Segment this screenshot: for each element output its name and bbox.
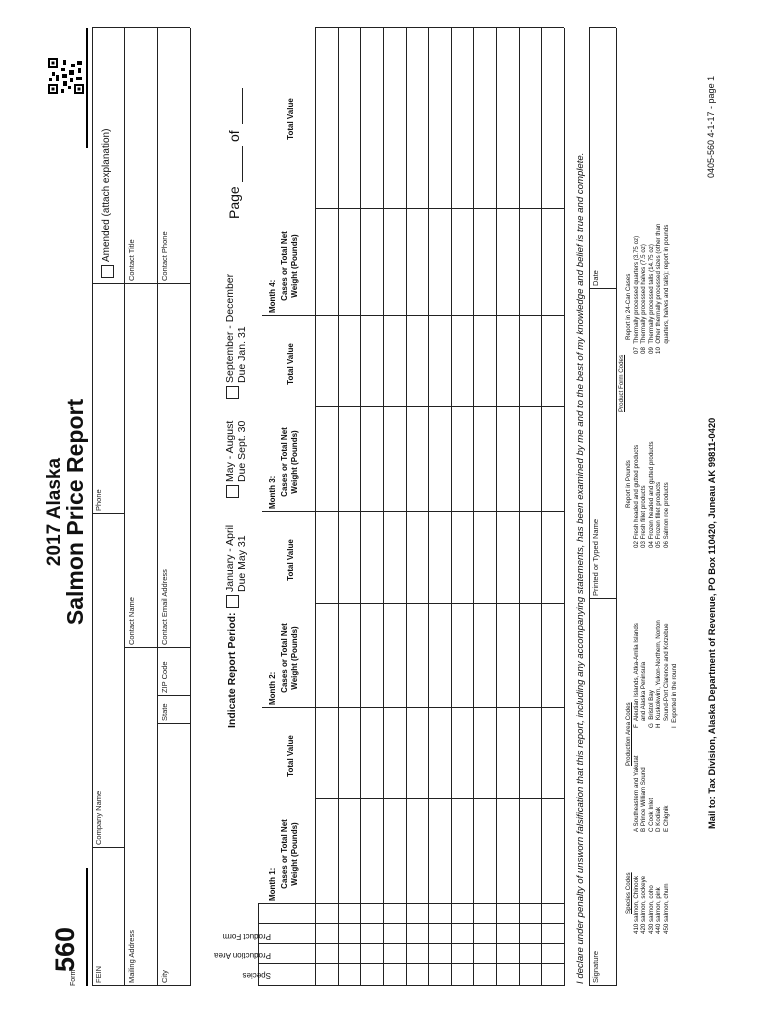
month-3-label: Month 3:	[268, 475, 277, 509]
month-3-cases-line1: Cases or Total Net	[280, 427, 289, 497]
table-row-line	[338, 28, 339, 986]
area-code-item: Sound-Port Clarence and Kotzebue	[662, 623, 670, 728]
info-box-top	[92, 28, 93, 986]
code-column-line	[258, 943, 564, 944]
period-jan-apr-checkbox[interactable]	[226, 595, 239, 608]
product-form-item: 05 Frozen fillet products	[655, 481, 663, 548]
value-column-line	[315, 707, 564, 708]
info-box-bottom	[190, 28, 191, 986]
table-row-line	[383, 28, 384, 986]
species-code-item: 430 salmon, coho	[647, 885, 655, 934]
month-2-cases-line2: Weight (Pounds)	[289, 626, 299, 690]
area-code-item: D Kodiak	[655, 806, 663, 832]
value-column-line	[315, 208, 564, 209]
product-form-item: quarters, halves and talls); report in pounds	[662, 224, 670, 354]
area-code-item: F Aleutian Islands, Atka-Amlia Islands	[632, 623, 640, 728]
code-column-line	[258, 963, 564, 964]
month-1-value-header: Total Value	[286, 735, 295, 777]
period-sep-dec-line2: Due Jan. 31	[236, 326, 248, 383]
area-code-item: G Bristol Bay	[647, 690, 655, 728]
month-2-value-header: Total Value	[286, 539, 295, 581]
printed-name-label: Printed or Typed Name	[591, 519, 600, 596]
species-code-item: 450 salmon, chum	[662, 883, 670, 934]
state-label: State	[160, 703, 169, 721]
product-form-item: 08 Thermally processed halves (7.5 oz)	[640, 244, 648, 354]
month-3-cases-header	[280, 412, 299, 512]
species-code-item: 440 salmon, pink	[655, 887, 663, 934]
species-codes-legend	[625, 872, 671, 934]
info-divider-fein	[92, 847, 124, 848]
area-code-item: E Chignik	[662, 805, 670, 832]
area-code-item: A Southeastern and Yakutat	[632, 755, 640, 832]
production-area-codes-col1	[633, 756, 671, 832]
area-code-item: and Alaska Peninsula	[640, 661, 648, 728]
form-id: 0405-560 4-1-17 - page 1	[706, 75, 716, 178]
value-column-line	[315, 903, 564, 904]
month-4-cases-line2: Weight (Pounds)	[289, 234, 299, 298]
contact-email-label: Contact Email Address	[160, 569, 169, 645]
amended-checkbox[interactable]	[101, 265, 114, 278]
contact-phone-label: Contact Phone	[160, 231, 169, 281]
info-divider-state	[157, 723, 190, 724]
signature-label: Signature	[591, 950, 600, 983]
mail-to-address: Mail to: Tax Division, Alaska Department of Revenue, PO Box 110420, Juneau AK 99811-0420	[706, 417, 717, 829]
product-form-pounds-list	[625, 441, 671, 548]
info-row-line-2	[157, 28, 158, 986]
month-1-label: Month 1:	[268, 867, 277, 901]
zip-code-label: ZIP Code	[160, 661, 169, 693]
header-rule-right	[86, 28, 88, 148]
species-header: Species	[242, 971, 271, 980]
date-label: Date	[591, 270, 600, 286]
table-row-line	[451, 28, 452, 986]
value-column-line	[315, 511, 564, 512]
product-form-item: 10 Other thermally processed sizes (other than	[655, 223, 663, 354]
signature-row-right	[589, 27, 616, 28]
month-2-cases-header	[280, 608, 299, 708]
species-code-item: 410 salmon, Chinook	[632, 875, 640, 934]
table-row-line	[541, 28, 542, 986]
production-area-codes-col2	[633, 620, 679, 728]
form-word: Form	[70, 969, 77, 986]
form-title: Salmon Price Report	[62, 398, 88, 626]
table-row-line	[406, 28, 407, 986]
table-row-line	[496, 28, 497, 986]
month-1-cases-header	[280, 804, 299, 904]
contact-name-label: Contact Name	[127, 597, 136, 645]
info-divider-mid	[124, 647, 190, 648]
production-area-codes-title: Production Area Codes	[625, 702, 632, 766]
area-code-item: I Exported in the round	[670, 663, 678, 728]
info-box-left	[92, 985, 190, 986]
page-of-label: of	[226, 130, 242, 142]
form-number: 560	[50, 926, 80, 972]
product-form-item: 07 Thermally processed quarters (3.75 oz)	[632, 235, 640, 354]
cases-title: Report in 24-Can Cases	[625, 273, 632, 340]
info-divider-phone	[92, 513, 124, 514]
amended-label: Amended (attach explanation)	[101, 128, 112, 262]
table-row-line	[360, 28, 361, 986]
value-column-line	[315, 406, 564, 407]
page-total-line	[242, 88, 243, 124]
production-area-header: Production Area	[214, 951, 271, 960]
month-1-cases-line2: Weight (Pounds)	[289, 822, 299, 886]
period-sep-dec-checkbox[interactable]	[226, 386, 239, 399]
table-row-line	[564, 28, 565, 986]
phone-label: Phone	[94, 489, 103, 511]
signature-row-divider-2	[589, 288, 616, 289]
qr-code-icon	[48, 58, 84, 94]
product-form-item: 03 Fresh fillet products	[640, 485, 648, 548]
contact-title-label: Contact Title	[127, 239, 136, 281]
signature-row-top	[589, 28, 590, 986]
info-divider-zip	[157, 695, 190, 696]
species-codes-title: Species Codes	[625, 872, 632, 914]
declaration-text: I declare under penalty of unsworn falsification that this report, including any accompanying statements, has been examined by me and to the best of my knowledge and belief is true and complete.	[575, 152, 586, 984]
info-row-line-1	[124, 28, 125, 986]
value-column-line	[315, 603, 564, 604]
table-row-line	[428, 28, 429, 986]
code-column-line	[258, 985, 564, 986]
product-form-item: 06 Salmon roe products	[662, 482, 670, 548]
product-form-item: 09 Thermally processed talls (14.75 oz)	[647, 244, 655, 354]
table-row-line	[519, 28, 520, 986]
page-number-line	[242, 146, 243, 182]
month-3-cases-line2: Weight (Pounds)	[289, 430, 299, 494]
month-4-value-header: Total Value	[286, 98, 295, 140]
month-4-cases-line1: Cases or Total Net	[280, 231, 289, 301]
page-label: Page	[226, 186, 242, 219]
period-jan-apr-line2: Due May 31	[236, 535, 248, 592]
product-form-item: 02 Fresh headed and gutted products	[632, 444, 640, 548]
period-sep-dec-line1: September - December	[224, 273, 236, 383]
period-jan-apr-line1: January - April	[224, 524, 236, 592]
code-column-line	[258, 923, 564, 924]
fein-label: FEIN	[94, 965, 103, 983]
product-form-cases-list	[625, 224, 671, 354]
mailing-address-label: Mailing Address	[127, 930, 136, 983]
area-code-item: H Kuskokwim, Yukon-Northern, Norton	[655, 620, 663, 728]
info-box-right	[92, 27, 190, 28]
info-divider-right	[92, 283, 190, 284]
month-4-cases-header	[280, 216, 299, 316]
value-column-line	[315, 27, 564, 28]
signature-row-left	[589, 985, 616, 986]
table-row-line	[315, 28, 316, 986]
product-form-header: Product Form	[222, 932, 271, 941]
value-column-line	[315, 798, 564, 799]
value-column-line	[315, 315, 564, 316]
pounds-title: Report in Pounds	[625, 460, 632, 508]
product-form-codes-title: Product Form Codes	[618, 354, 625, 412]
product-form-item: 04 Frozen headed and gutted products	[647, 441, 655, 548]
area-code-item: B Prince William Sound	[640, 767, 648, 832]
table-row-line	[473, 28, 474, 986]
month-4-label: Month 4:	[268, 279, 277, 313]
month-2-label: Month 2:	[268, 671, 277, 705]
month-3-value-header: Total Value	[286, 343, 295, 385]
form-year-title: 2017 Alaska	[44, 457, 65, 567]
period-may-aug-line1: May - August	[224, 420, 236, 482]
period-may-aug-checkbox[interactable]	[226, 485, 239, 498]
month-2-cases-line1: Cases or Total Net	[280, 623, 289, 693]
area-code-item: C Cook Inlet	[647, 797, 655, 832]
month-1-cases-line1: Cases or Total Net	[280, 819, 289, 889]
species-code-item: 420 salmon, sockeye	[640, 875, 648, 934]
signature-row-bottom	[616, 28, 617, 986]
company-name-label: Company Name	[94, 790, 103, 845]
period-may-aug-line2: Due Sept. 30	[236, 420, 248, 482]
city-label: City	[160, 970, 169, 983]
signature-row-divider-1	[589, 598, 616, 599]
report-period-label: Indicate Report Period:	[226, 612, 238, 728]
